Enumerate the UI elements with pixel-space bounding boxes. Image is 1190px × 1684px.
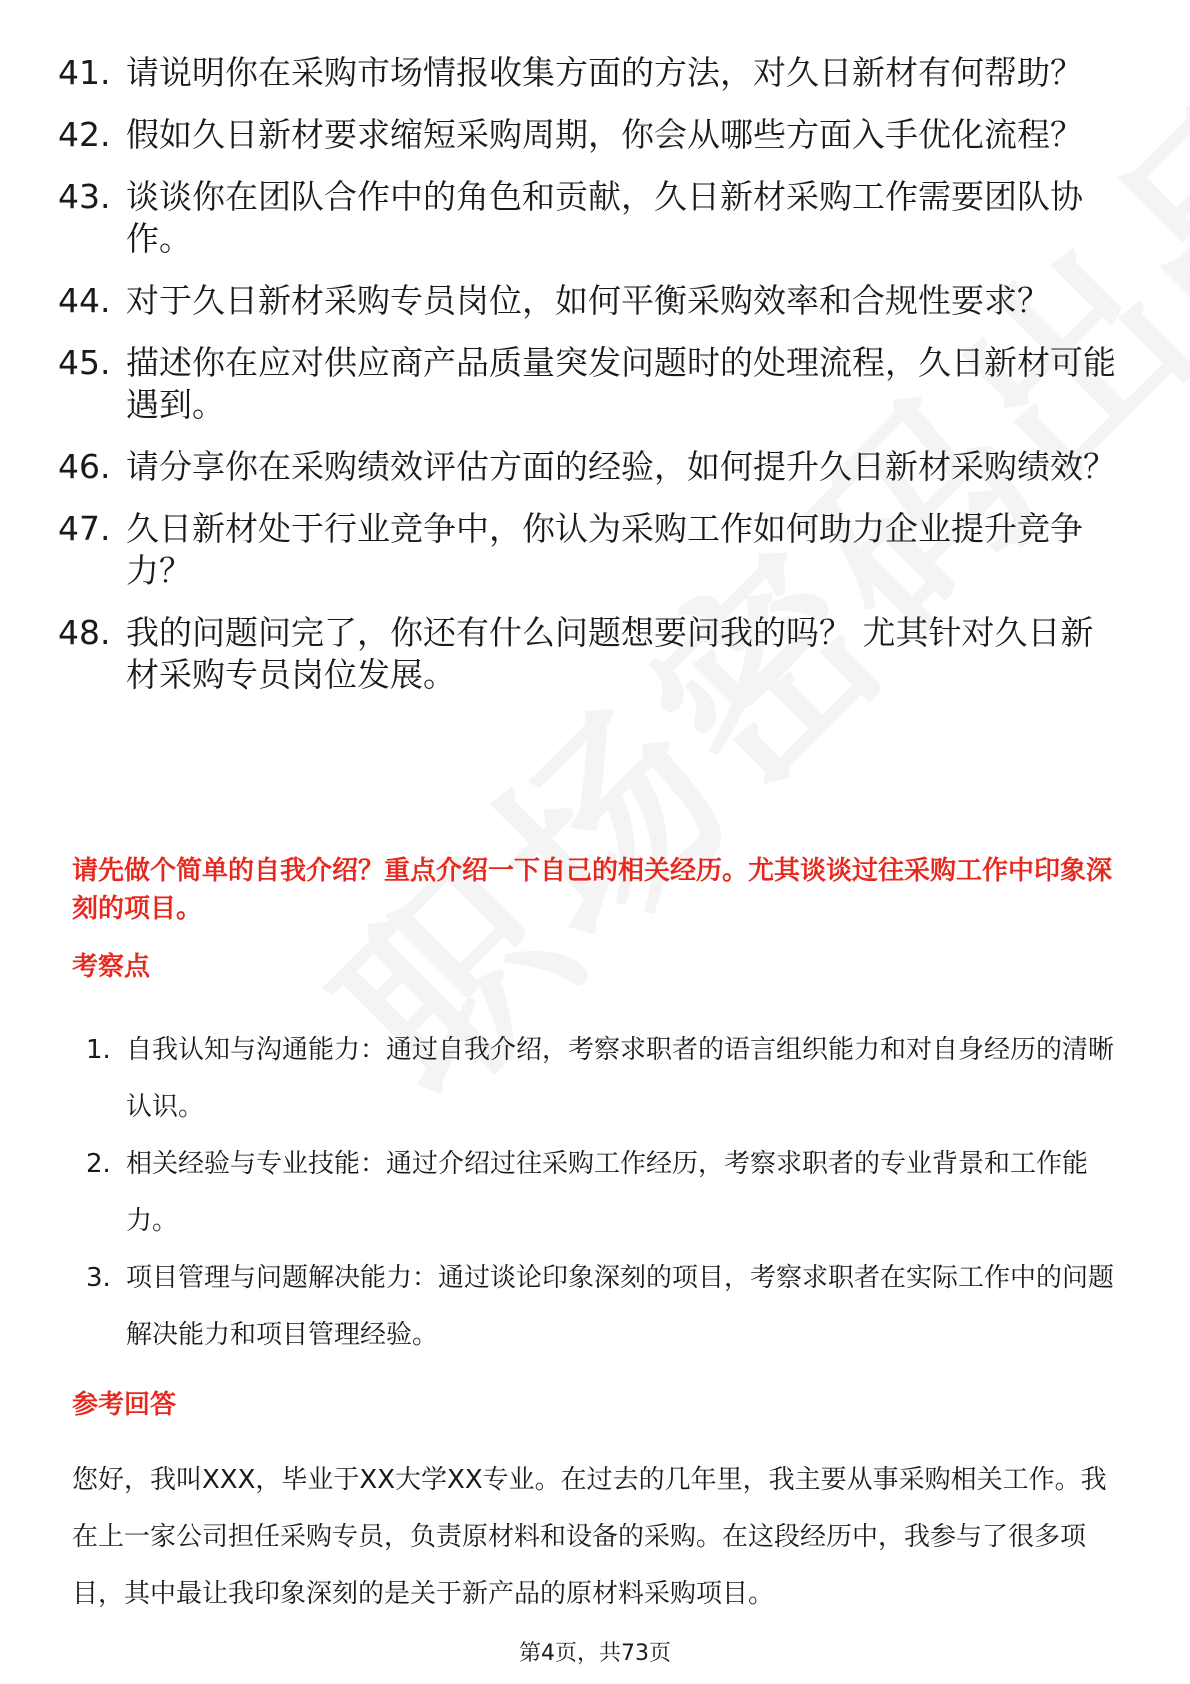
list-item <box>58 280 1118 322</box>
highlight-question: 请先做个简单的自我介绍？重点介绍一下自己的相关经历。尤其谈谈过往采购工作中印象深刻的项目。 <box>72 856 1113 924</box>
section-title-answer: 参考回答 <box>72 1390 177 1420</box>
list-item <box>58 52 1118 94</box>
question-text: 描述你在应对供应商产品质量突发问题时的处理流程，久日新材可能遇到。 <box>126 343 1116 424</box>
section-title-points: 考察点 <box>72 952 151 982</box>
question-text: 假如久日新材要求缩短采购周期，你会从哪些方面入手优化流程？ <box>126 115 1083 154</box>
question-text: 久日新材处于行业竞争中，你认为采购工作如何助力企业提升竞争力？ <box>126 509 1083 590</box>
list-item <box>86 1250 1116 1364</box>
list-item <box>58 612 1118 696</box>
question-number: 41. <box>58 53 111 92</box>
question-text: 谈谈你在团队合作中的角色和贡献，久日新材采购工作需要团队协作。 <box>126 177 1083 258</box>
question-number: 48. <box>58 613 111 652</box>
question-text: 请分享你在采购绩效评估方面的经验，如何提升久日新材采购绩效？ <box>126 447 1116 486</box>
list-item <box>58 508 1118 592</box>
list-item <box>58 446 1118 488</box>
question-number: 46. <box>58 447 111 486</box>
point-text: 相关经验与专业技能：通过介绍过往采购工作经历，考察求职者的专业背景和工作能力。 <box>126 1149 1089 1236</box>
question-number: 44. <box>58 281 111 320</box>
point-number: 1. <box>86 1035 111 1065</box>
list-item <box>86 1022 1116 1136</box>
point-text: 项目管理与问题解决能力：通过谈论印象深刻的项目，考察求职者在实际工作中的问题解决能力和项目管理经验。 <box>126 1263 1115 1350</box>
reference-answer: 您好，我叫XXX，毕业于XX大学XX专业。在过去的几年里，我主要从事采购相关工作。我在上一家公司担任采购专员，负责原材料和设备的采购。在这段经历中，我参与了很多项目，其中最让我印象深刻的是关于新产品的原材料采购项目。 <box>72 1465 1107 1609</box>
question-text: 我的问题问完了，你还有什么问题想要问我的吗？ 尤其针对久日新材采购专员岗位发展。 <box>126 613 1094 694</box>
list-item <box>86 1136 1116 1250</box>
question-number: 43. <box>58 177 111 216</box>
point-number: 2. <box>86 1149 111 1179</box>
page-footer: 第4页，共73页 <box>519 1641 671 1666</box>
list-item <box>58 176 1118 260</box>
point-text: 自我认知与沟通能力：通过自我介绍，考察求职者的语言组织能力和对自身经历的清晰认识。 <box>126 1035 1115 1122</box>
question-text: 对于久日新材采购专员岗位，如何平衡采购效率和合规性要求？ <box>126 281 1050 320</box>
question-text: 请说明你在采购市场情报收集方面的方法，对久日新材有何帮助？ <box>126 53 1083 92</box>
question-number: 42. <box>58 115 111 154</box>
list-item <box>58 342 1118 426</box>
list-item <box>58 114 1118 156</box>
assessment-points-list <box>86 1022 1116 1364</box>
point-number: 3. <box>86 1263 111 1293</box>
question-number: 47. <box>58 509 111 548</box>
question-list <box>58 52 1118 716</box>
question-number: 45. <box>58 343 111 382</box>
